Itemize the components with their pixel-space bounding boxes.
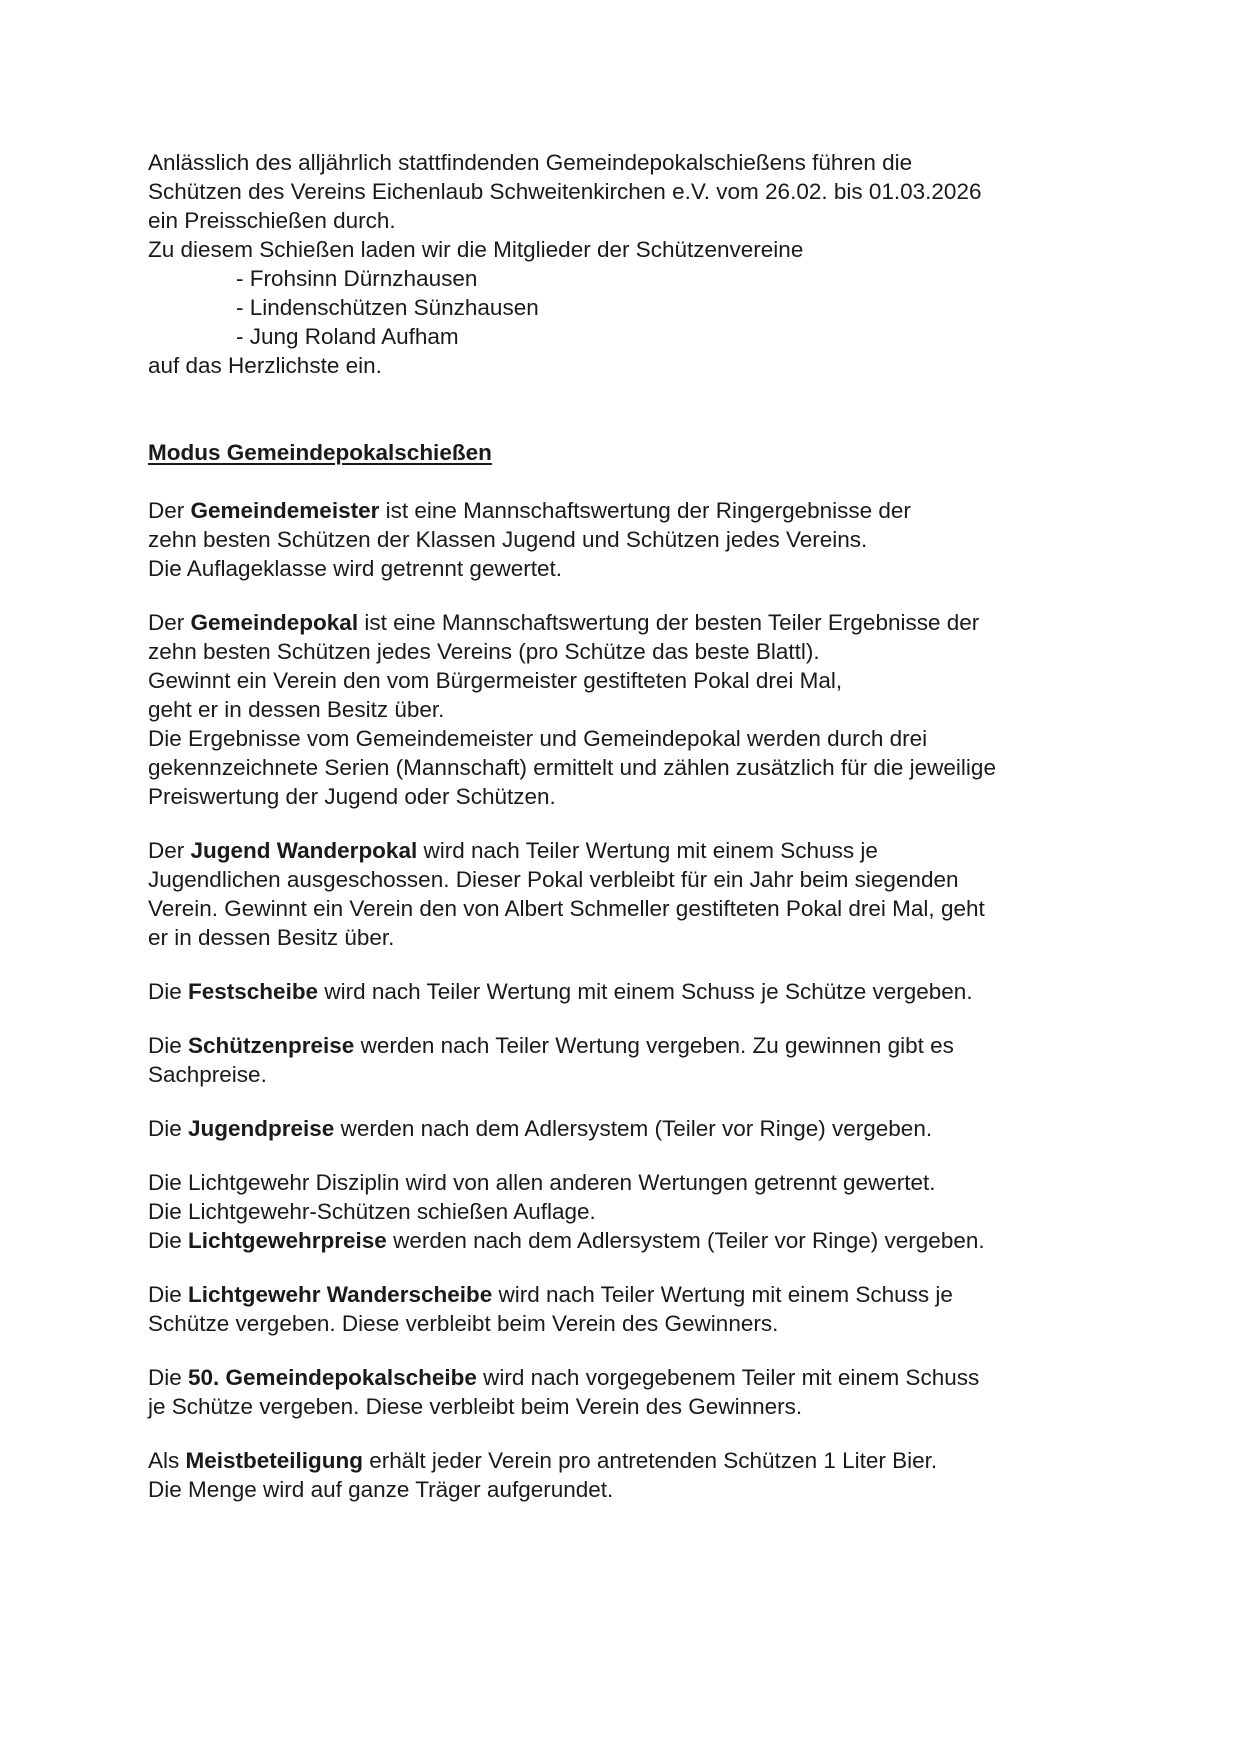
rule-line: er in dessen Besitz über. bbox=[148, 925, 395, 950]
intro-closing: auf das Herzlichste ein. bbox=[148, 353, 382, 378]
rule-line bbox=[148, 1031, 1108, 1060]
rule-text: wird nach Teiler Wertung mit einem Schuss je bbox=[492, 1282, 953, 1307]
rule-line bbox=[148, 1114, 1108, 1143]
rule-paragraph bbox=[148, 1363, 1108, 1421]
rule-prefix: Die bbox=[148, 1228, 189, 1253]
rule-paragraph bbox=[148, 1168, 1108, 1255]
rule-prefix: Die bbox=[148, 979, 189, 1004]
rule-paragraph bbox=[148, 1114, 1108, 1143]
rule-line: Sachpreise. bbox=[148, 1062, 267, 1087]
rule-paragraph bbox=[148, 608, 1108, 811]
rule-line bbox=[148, 1446, 1108, 1475]
rule-term: Schützenpreise bbox=[188, 1033, 355, 1058]
rule-line bbox=[148, 608, 1108, 637]
rule-line: Die Lichtgewehr-Schützen schießen Auflage. bbox=[148, 1199, 596, 1224]
rule-paragraph bbox=[148, 1280, 1108, 1338]
document-page bbox=[148, 148, 1108, 1529]
rule-line: Preiswertung der Jugend oder Schützen. bbox=[148, 784, 556, 809]
rule-term: 50. Gemeindepokalscheibe bbox=[188, 1365, 477, 1390]
rule-prefix: Der bbox=[148, 838, 191, 863]
rule-paragraph bbox=[148, 1446, 1108, 1504]
rule-line bbox=[148, 1280, 1108, 1309]
rule-line: je Schütze vergeben. Diese verbleibt beim Verein des Gewinners. bbox=[148, 1394, 803, 1419]
rule-text: wird nach Teiler Wertung mit einem Schuss je Schütze vergeben. bbox=[318, 979, 973, 1004]
rule-paragraph bbox=[148, 496, 1108, 583]
rule-term: Gemeindemeister bbox=[190, 498, 380, 523]
intro-line: ein Preisschießen durch. bbox=[148, 208, 396, 233]
rule-prefix: Die bbox=[148, 1365, 189, 1390]
rule-prefix: Als bbox=[148, 1448, 186, 1473]
rule-prefix: Der bbox=[148, 498, 191, 523]
rule-line: Die Auflageklasse wird getrennt gewertet. bbox=[148, 556, 562, 581]
rule-term: Meistbeteiligung bbox=[185, 1448, 364, 1473]
rule-text: werden nach dem Adlersystem (Teiler vor Ringe) vergeben. bbox=[334, 1116, 933, 1141]
rule-line: gekennzeichnete Serien (Mannschaft) ermittelt und zählen zusätzlich für die jeweilige bbox=[148, 755, 996, 780]
rule-term: Jugendpreise bbox=[188, 1116, 335, 1141]
rule-text: wird nach Teiler Wertung mit einem Schuss je bbox=[417, 838, 878, 863]
rule-term: Lichtgewehrpreise bbox=[188, 1228, 387, 1253]
intro-line: Anlässlich des alljährlich stattfindenden Gemeindepokalschießens führen die bbox=[148, 150, 913, 175]
rule-paragraph bbox=[148, 977, 1108, 1006]
rule-paragraph bbox=[148, 1031, 1108, 1089]
rule-prefix: Die bbox=[148, 1033, 189, 1058]
rule-text: werden nach dem Adlersystem (Teiler vor Ringe) vergeben. bbox=[386, 1228, 985, 1253]
rule-prefix: Die bbox=[148, 1282, 189, 1307]
rule-line bbox=[148, 977, 1108, 1006]
rule-line bbox=[148, 1226, 1108, 1255]
rule-prefix: Die bbox=[148, 1116, 189, 1141]
rules-paragraphs bbox=[148, 496, 1108, 1504]
rule-text: ist eine Mannschaftswertung der besten Teiler Ergebnisse der bbox=[358, 610, 980, 635]
rule-prefix: Der bbox=[148, 610, 191, 635]
rule-line: Verein. Gewinnt ein Verein den von Albert Schmeller gestifteten Pokal drei Mal, geht bbox=[148, 896, 985, 921]
rule-line: Jugendlichen ausgeschossen. Dieser Pokal verbleibt für ein Jahr beim siegenden bbox=[148, 867, 959, 892]
rule-line bbox=[148, 836, 1108, 865]
intro-block bbox=[148, 148, 1108, 380]
section-heading: Modus Gemeindepokalschießen bbox=[148, 440, 492, 465]
rule-line: Gewinnt ein Verein den vom Bürgermeister gestifteten Pokal drei Mal, bbox=[148, 668, 843, 693]
rule-line: zehn besten Schützen jedes Vereins (pro Schütze das beste Blattl). bbox=[148, 639, 820, 664]
club-list-item: - Jung Roland Aufham bbox=[236, 324, 459, 349]
rule-term: Lichtgewehr Wanderscheibe bbox=[188, 1282, 493, 1307]
rule-line: Schütze vergeben. Diese verbleibt beim Verein des Gewinners. bbox=[148, 1311, 779, 1336]
rule-line: zehn besten Schützen der Klassen Jugend und Schützen jedes Vereins. bbox=[148, 527, 868, 552]
rule-line: Die Lichtgewehr Disziplin wird von allen anderen Wertungen getrennt gewertet. bbox=[148, 1170, 936, 1195]
rule-text: werden nach Teiler Wertung vergeben. Zu gewinnen gibt es bbox=[354, 1033, 954, 1058]
rule-text: wird nach vorgegebenem Teiler mit einem Schuss bbox=[476, 1365, 980, 1390]
rule-line: Die Ergebnisse vom Gemeindemeister und Gemeindepokal werden durch drei bbox=[148, 726, 928, 751]
club-list-item: - Lindenschützen Sünzhausen bbox=[236, 295, 539, 320]
rule-line bbox=[148, 496, 1108, 525]
rule-line: Die Menge wird auf ganze Träger aufgerundet. bbox=[148, 1477, 614, 1502]
rule-text: erhält jeder Verein pro antretenden Schützen 1 Liter Bier. bbox=[363, 1448, 938, 1473]
rule-line: geht er in dessen Besitz über. bbox=[148, 697, 445, 722]
rule-line bbox=[148, 1363, 1108, 1392]
intro-line: Zu diesem Schießen laden wir die Mitglieder der Schützenvereine bbox=[148, 237, 804, 262]
rule-paragraph bbox=[148, 836, 1108, 952]
intro-line: Schützen des Vereins Eichenlaub Schweitenkirchen e.V. vom 26.02. bis 01.03.2026 bbox=[148, 179, 982, 204]
rule-text: ist eine Mannschaftswertung der Ringergebnisse der bbox=[379, 498, 911, 523]
rule-term: Festscheibe bbox=[188, 979, 319, 1004]
club-list-item: - Frohsinn Dürnzhausen bbox=[236, 266, 478, 291]
rule-term: Gemeindepokal bbox=[190, 610, 359, 635]
rule-term: Jugend Wanderpokal bbox=[190, 838, 418, 863]
